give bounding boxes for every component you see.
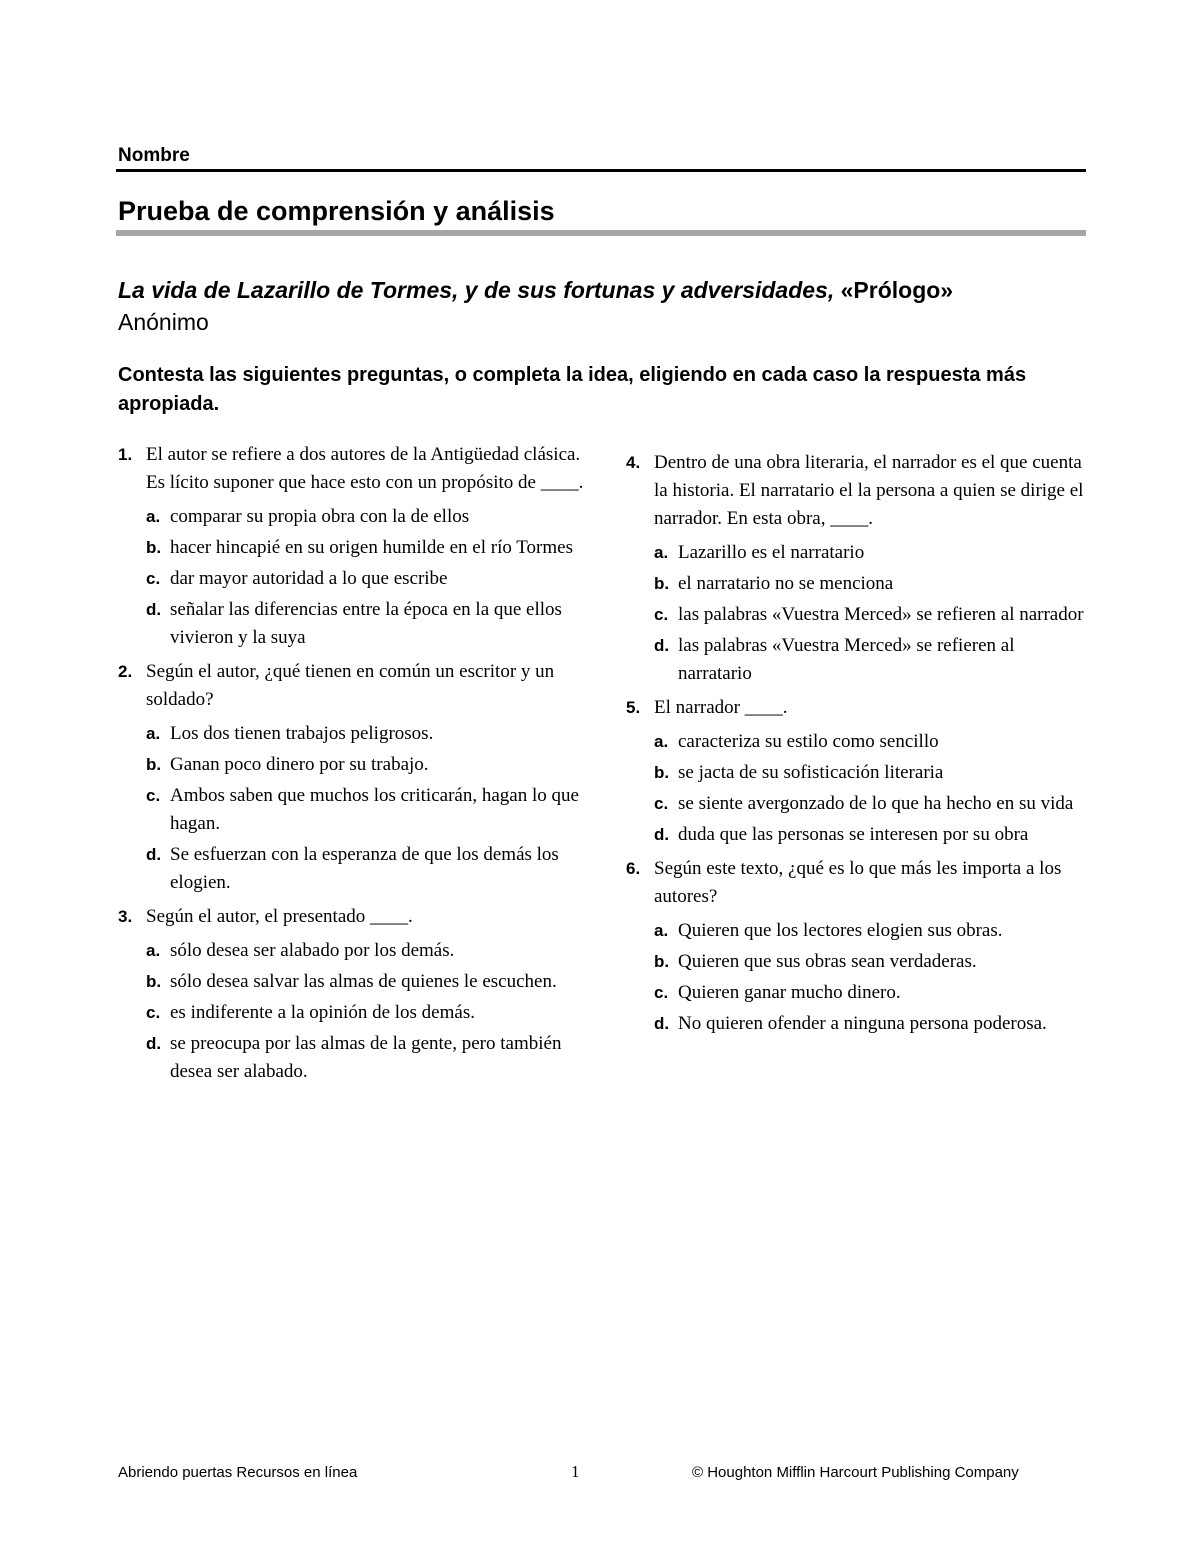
option-text: Lazarillo es el narratario bbox=[678, 542, 865, 563]
question-text: El narrador ____. bbox=[654, 697, 788, 718]
option-b[interactable] bbox=[146, 534, 588, 562]
question-number: 3. bbox=[118, 907, 133, 926]
name-line bbox=[116, 169, 1086, 172]
option-text: señalar las diferencias entre la época en la que ellos vivieron y la suya bbox=[170, 599, 562, 648]
option-text: Ambos saben que muchos los criticarán, hagan lo que hagan. bbox=[170, 785, 579, 834]
option-letter: d. bbox=[146, 1034, 162, 1053]
work-section: «Prólogo» bbox=[834, 277, 954, 303]
questions-column-left bbox=[118, 441, 588, 1092]
option-d[interactable] bbox=[654, 821, 1086, 849]
option-a[interactable] bbox=[654, 917, 1086, 945]
question-number: 1. bbox=[118, 445, 133, 464]
option-letter: a. bbox=[654, 732, 669, 751]
option-text: es indiferente a la opinión de los demás. bbox=[170, 1002, 475, 1023]
option-c[interactable] bbox=[146, 782, 588, 838]
option-letter: c. bbox=[654, 605, 669, 624]
work-author: Anónimo bbox=[118, 309, 209, 335]
option-d[interactable] bbox=[146, 1030, 588, 1086]
option-letter: b. bbox=[654, 952, 670, 971]
option-c[interactable] bbox=[146, 565, 588, 593]
option-letter: b. bbox=[146, 972, 162, 991]
option-letter: c. bbox=[146, 786, 161, 805]
question-text: Dentro de una obra literaria, el narrador es el que cuenta la historia. El narratario el la persona a quien se dirige el narrador. En esta obra, ____. bbox=[654, 452, 1084, 529]
option-text: las palabras «Vuestra Merced» se refieren al narrador bbox=[678, 604, 1084, 625]
instructions: Contesta las siguientes preguntas, o completa la idea, eligiendo en cada caso la respuesta más apropiada. bbox=[118, 364, 1027, 415]
option-letter: d. bbox=[654, 1014, 670, 1033]
title-divider bbox=[116, 230, 1086, 236]
option-text: Quieren que sus obras sean verdaderas. bbox=[678, 951, 977, 972]
question-5 bbox=[626, 694, 1086, 849]
option-d[interactable] bbox=[654, 1010, 1086, 1038]
option-text: las palabras «Vuestra Merced» se refieren al narratario bbox=[678, 635, 1015, 684]
option-text: dar mayor autoridad a lo que escribe bbox=[170, 568, 448, 589]
question-number: 6. bbox=[626, 859, 641, 878]
option-text: hacer hincapié en su origen humilde en el río Tormes bbox=[170, 537, 573, 558]
option-text: se preocupa por las almas de la gente, pero también desea ser alabado. bbox=[170, 1033, 562, 1082]
option-letter: d. bbox=[654, 636, 670, 655]
option-text: Quieren que los lectores elogien sus obras. bbox=[678, 920, 1003, 941]
option-text: se siente avergonzado de lo que ha hecho en su vida bbox=[678, 793, 1074, 814]
option-text: Quieren ganar mucho dinero. bbox=[678, 982, 901, 1003]
option-a[interactable] bbox=[146, 937, 588, 965]
name-label: Nombre bbox=[118, 145, 190, 166]
option-letter: d. bbox=[654, 825, 670, 844]
option-a[interactable] bbox=[146, 720, 588, 748]
option-d[interactable] bbox=[654, 632, 1086, 688]
option-text: el narratario no se menciona bbox=[678, 573, 894, 594]
question-3 bbox=[118, 903, 588, 1086]
option-letter: b. bbox=[654, 763, 670, 782]
question-2 bbox=[118, 658, 588, 897]
work-title: La vida de Lazarillo de Tormes, y de sus fortunas y adversidades, bbox=[118, 277, 835, 303]
option-text: Se esfuerzan con la esperanza de que los demás los elogien. bbox=[170, 844, 559, 893]
option-letter: c. bbox=[146, 569, 161, 588]
option-text: comparar su propia obra con la de ellos bbox=[170, 506, 470, 527]
option-text: sólo desea salvar las almas de quienes le escuchen. bbox=[170, 971, 557, 992]
footer-source: Abriendo puertas Recursos en línea bbox=[118, 1464, 358, 1481]
option-letter: a. bbox=[146, 724, 161, 743]
option-letter: b. bbox=[654, 574, 670, 593]
option-letter: a. bbox=[654, 921, 669, 940]
option-c[interactable] bbox=[654, 979, 1086, 1007]
question-6 bbox=[626, 855, 1086, 1038]
question-text: El autor se refiere a dos autores de la Antigüedad clásica. Es lícito suponer que hace esto con un propósito de ____. bbox=[146, 444, 584, 493]
option-letter: b. bbox=[146, 755, 162, 774]
option-letter: c. bbox=[654, 794, 669, 813]
option-d[interactable] bbox=[146, 841, 588, 897]
option-letter: c. bbox=[146, 1003, 161, 1022]
option-b[interactable] bbox=[654, 759, 1086, 787]
option-b[interactable] bbox=[146, 968, 588, 996]
questions-column-right bbox=[626, 449, 1086, 1044]
option-d[interactable] bbox=[146, 596, 588, 652]
question-text: Según este texto, ¿qué es lo que más les importa a los autores? bbox=[654, 858, 1062, 907]
question-4 bbox=[626, 449, 1086, 688]
option-text: Los dos tienen trabajos peligrosos. bbox=[170, 723, 434, 744]
option-b[interactable] bbox=[146, 751, 588, 779]
option-letter: a. bbox=[654, 543, 669, 562]
question-number: 5. bbox=[626, 698, 641, 717]
option-a[interactable] bbox=[654, 728, 1086, 756]
page-title: Prueba de comprensión y análisis bbox=[118, 196, 555, 226]
question-number: 4. bbox=[626, 453, 641, 472]
option-text: caracteriza su estilo como sencillo bbox=[678, 731, 939, 752]
option-text: Ganan poco dinero por su trabajo. bbox=[170, 754, 429, 775]
option-a[interactable] bbox=[654, 539, 1086, 567]
footer-copyright: © Houghton Mifflin Harcourt Publishing Company bbox=[692, 1464, 1019, 1481]
option-letter: a. bbox=[146, 507, 161, 526]
work-title-line bbox=[118, 277, 953, 304]
question-1 bbox=[118, 441, 588, 652]
option-c[interactable] bbox=[654, 601, 1086, 629]
option-letter: a. bbox=[146, 941, 161, 960]
option-c[interactable] bbox=[146, 999, 588, 1027]
option-a[interactable] bbox=[146, 503, 588, 531]
option-text: se jacta de su sofisticación literaria bbox=[678, 762, 944, 783]
option-text: No quieren ofender a ninguna persona poderosa. bbox=[678, 1013, 1047, 1034]
option-letter: d. bbox=[146, 845, 162, 864]
option-letter: c. bbox=[654, 983, 669, 1002]
option-b[interactable] bbox=[654, 570, 1086, 598]
option-text: sólo desea ser alabado por los demás. bbox=[170, 940, 455, 961]
question-text: Según el autor, el presentado ____. bbox=[146, 906, 413, 927]
question-number: 2. bbox=[118, 662, 133, 681]
page-number: 1 bbox=[571, 1462, 580, 1481]
question-text: Según el autor, ¿qué tienen en común un escritor y un soldado? bbox=[146, 661, 555, 710]
option-letter: d. bbox=[146, 600, 162, 619]
option-b[interactable] bbox=[654, 948, 1086, 976]
option-text: duda que las personas se interesen por su obra bbox=[678, 824, 1029, 845]
option-c[interactable] bbox=[654, 790, 1086, 818]
option-letter: b. bbox=[146, 538, 162, 557]
